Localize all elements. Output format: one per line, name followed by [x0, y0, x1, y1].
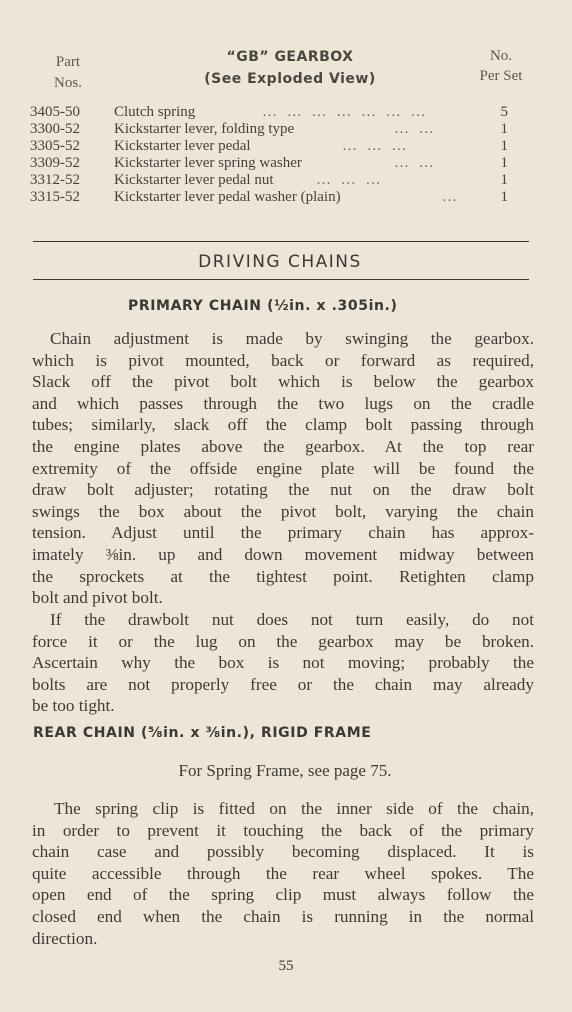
text-line: bolts are not properly free or the chain may already [32, 674, 534, 694]
text-line: and which passes through the two lugs on the cradle [32, 393, 534, 413]
part-row [30, 104, 510, 121]
leader-dots: … … … … … … … [262, 104, 429, 120]
part-description: Kickstarter lever pedal [114, 138, 251, 154]
text-line: draw bolt adjuster; rotating the nut on the draw bolt [32, 480, 534, 500]
part-row [30, 155, 510, 172]
leader-dots: … … … [342, 138, 410, 154]
parts-list [30, 104, 510, 206]
section-title: DRIVING CHAINS [198, 252, 362, 272]
part-numbers-column-header [38, 52, 98, 94]
part-number: 3315-52 [30, 189, 80, 205]
text-line: tension. Adjust until the primary chain has approx- [32, 523, 534, 543]
part-row [30, 121, 510, 138]
rear-chain-paragraph [32, 798, 534, 949]
page-number: 55 [278, 958, 294, 974]
part-row [30, 138, 510, 155]
leader-dots: … … [394, 155, 437, 171]
gearbox-title [150, 46, 430, 90]
text-line: closed end when the chain is running in the normal [32, 906, 534, 926]
part-quantity: 1 [500, 121, 508, 137]
text-line: Chain adjustment is made by swinging the gearbox. [50, 329, 534, 348]
part-number: 3312-52 [30, 172, 80, 188]
qty-header-line2: Per Set [479, 68, 523, 84]
primary-chain-paragraph-2 [32, 609, 534, 717]
part-row [30, 189, 510, 206]
rear-chain-heading: REAR CHAIN (⅝in. x ⅜in.), RIGID FRAME [33, 725, 372, 741]
text-line: quite accessible through the rear wheel spokes. The [32, 863, 534, 883]
section-divider-top [33, 241, 529, 242]
primary-chain-heading: PRIMARY CHAIN (½in. x .305in.) [128, 298, 398, 314]
text-line: in order to prevent it touching the back of the primary [32, 820, 534, 840]
gearbox-title-line1: “GB” GEARBOX [226, 49, 354, 65]
text-line: direction. [32, 928, 98, 948]
part-row [30, 172, 510, 189]
leader-dots: … [442, 189, 460, 205]
primary-chain-paragraph-1 [32, 328, 534, 609]
text-line: If the drawbolt nut does not turn easily, do not [50, 610, 534, 629]
text-line: Ascertain why the box is not moving; probably the [32, 653, 534, 673]
part-quantity: 1 [500, 138, 508, 154]
text-line: tubes; similarly, slack off the clamp bolt passing through [32, 415, 534, 435]
text-line: swings the box about the pivot bolt, varying the chain [32, 501, 534, 521]
part-number: 3309-52 [30, 155, 80, 171]
part-description: Kickstarter lever, folding type [114, 121, 295, 137]
text-line: chain case and possibly becoming displaced. It is [32, 842, 534, 862]
part-number: 3305-52 [30, 138, 80, 154]
leader-dots: … … … [316, 172, 384, 188]
quantity-column-header [466, 46, 536, 86]
spring-frame-note: For Spring Frame, see page 75. [178, 761, 392, 780]
part-quantity: 1 [500, 155, 508, 171]
text-line: the engine plates above the gearbox. At the top rear [32, 436, 534, 456]
text-line: be too tight. [32, 696, 115, 716]
part-number: 3405-50 [30, 104, 80, 120]
part-description: Kickstarter lever pedal nut [114, 172, 274, 188]
part-quantity: 5 [500, 104, 508, 120]
text-line: The spring clip is fitted on the inner side of the chain, [54, 799, 534, 818]
part-description: Kickstarter lever pedal washer (plain) [114, 189, 341, 205]
part-header-line2: Nos. [54, 75, 82, 91]
part-quantity: 1 [500, 172, 508, 188]
part-quantity: 1 [500, 189, 508, 205]
text-line: imately ⅜in. up and down movement midway between [32, 544, 534, 564]
qty-header-line1: No. [489, 48, 513, 64]
text-line: the sprockets at the tightest point. Retighten clamp [32, 566, 534, 586]
part-description: Kickstarter lever spring washer [114, 155, 302, 171]
section-divider-bottom [33, 279, 529, 280]
part-header-line1: Part [55, 54, 81, 70]
text-line: open end of the spring clip must always follow the [32, 885, 534, 905]
leader-dots: … … [394, 121, 437, 137]
text-line: force it or the lug on the gearbox may be broken. [32, 631, 534, 651]
text-line: bolt and pivot bolt. [32, 588, 163, 608]
text-line: extremity of the offside engine plate will be found the [32, 458, 534, 478]
part-description: Clutch spring [114, 104, 196, 120]
text-line: Slack off the pivot bolt which is below the gearbox [32, 372, 534, 392]
gearbox-title-line2: (See Exploded View) [204, 71, 376, 87]
part-number: 3300-52 [30, 121, 80, 137]
text-line: which is pivot mounted, back or forward as required, [32, 350, 534, 370]
